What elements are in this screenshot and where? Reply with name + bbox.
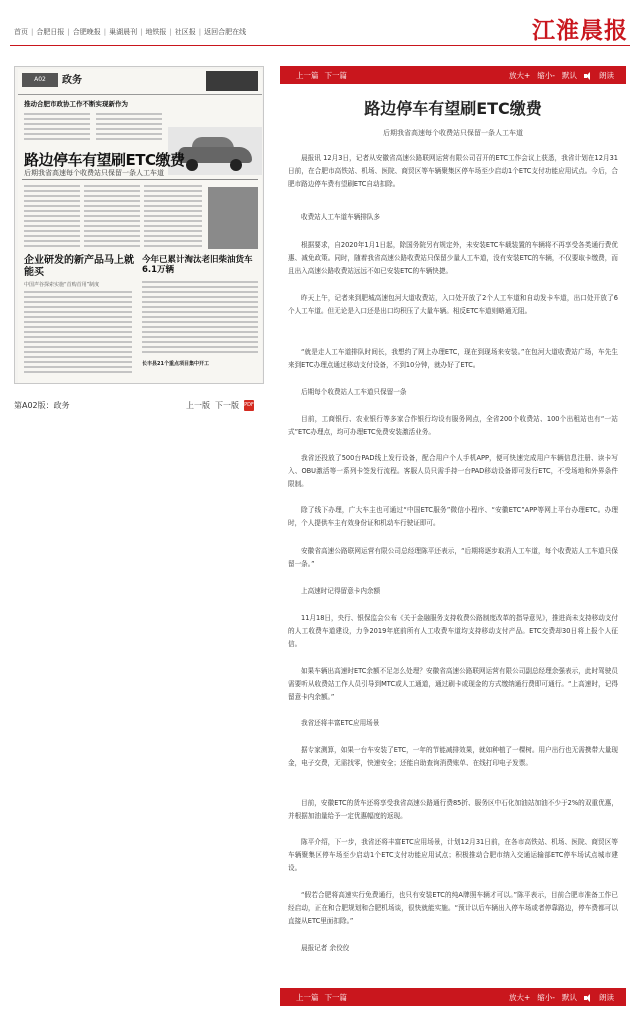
paper-story-headline[interactable]: 今年已累计淘汰老旧柴油货车6.1万辆	[142, 255, 253, 275]
article-subheading: 收费站人工车道车辆排队多	[301, 213, 381, 221]
article-paragraph: 根据要求，自2020年1月1日起，除国务院另有规定外，未安装ETC车载装置的车辆将不再享受各类通行费优惠、减免政策。同时，随着我省高速公路收费站只保留少量人工车道，没有安装ETC的车辆，不仅要取卡缴费，而且出入高速公路收费站远远不如已安装ETC的车辆快捷。	[288, 241, 618, 275]
next-page-link[interactable]: 下一版	[215, 401, 239, 410]
article-paragraph: 除了线下办理，广大车主也可通过“中国ETC服务”微信小程序、“安徽ETC”APP等网上平台办理ETC。办理时，个人提供车主有效身份证和机动车行驶证即可。	[288, 506, 618, 527]
article-toolbar-bottom	[280, 988, 626, 1006]
nav-separator: |	[67, 28, 70, 36]
zoom-out-button[interactable]: 缩小-	[537, 993, 555, 1002]
speaker-icon[interactable]	[584, 72, 592, 80]
article-subheading: 上高速时记得留意卡内余额	[301, 587, 381, 595]
article-paragraph: 如果车辆出高速时ETC余额不足怎么处理？安徽省高速公路联网运营有限公司副总经理余强表示，此时驾驶员需要听从收费站工作人员引导到MTC或人工通道，通过刷卡或现金的方式缴纳通行费即可通行。“上高速时，记得留意卡内余额。”	[288, 667, 618, 701]
nav-back-hefei-online[interactable]: 返回合肥在线	[204, 28, 247, 36]
zoom-in-button[interactable]: 放大+	[508, 993, 531, 1002]
default-size-button[interactable]: 默认	[562, 993, 577, 1002]
read-aloud-button[interactable]: 朗读	[599, 71, 614, 80]
top-bar	[0, 0, 640, 48]
paper-story-headline[interactable]: 企业研发的新产品马上就能买	[24, 255, 134, 278]
nav-home[interactable]: 首页	[14, 28, 28, 36]
default-size-button[interactable]: 默认	[562, 71, 577, 80]
paper-section-name: 政务	[62, 75, 82, 86]
article-subheading: 我省还将丰富ETC应用场景	[301, 719, 380, 727]
article-subtitle: 后期我省高速每个收费站只保留一条人工车道	[383, 129, 523, 137]
prev-page-link[interactable]: 上一版	[186, 401, 210, 410]
page-nav	[186, 400, 254, 411]
article-paragraph: “假若合肥将高速实行免费通行，也只有安装ETC的纯A牌照车辆才可以。”陈平表示，目前合肥市准备工作已经启动，正在和合肥规划和合肥机场谈，很快就能实施。“预计以后车辆出入停车场或者停靠路边，停车费都可以直接从ETC里面扣除。”	[288, 891, 618, 925]
article-paragraph: 安徽省高速公路联网运营有限公司总经理陈平还表示，“后期将逐步取消人工车道，每个收费站人工车道只保留一条。”	[288, 547, 618, 568]
nav-separator: |	[31, 28, 34, 36]
page-caption: 第A02版：政务	[14, 401, 70, 410]
paper-story-subheadline: 中国声谷探索实施“首购首用”制度	[24, 282, 100, 288]
newspaper-page-thumbnail[interactable]	[14, 66, 264, 384]
pdf-icon[interactable]: PDF	[244, 400, 254, 411]
paper-text-column	[24, 185, 80, 250]
article-paragraph: 据专家测算，如果一台车安装了ETC，一年的节能减排效果，就如种植了一棵树。用户出行也无需携带大量现金，电子交费，无需找零，快速安全；还能自助查询消费账单、在线打印电子发票。	[288, 746, 618, 767]
paper-text-column	[24, 291, 132, 376]
header-divider	[10, 45, 630, 46]
nav-hefei-daily[interactable]: 合肥日报	[36, 28, 65, 36]
nav-separator: |	[140, 28, 143, 36]
paper-photo	[208, 187, 258, 249]
article-byline: 晨报记者 余佼佼	[301, 944, 350, 952]
paper-story-headline[interactable]: 长丰县21个重点项目集中开工	[142, 361, 209, 367]
speaker-icon[interactable]	[584, 994, 592, 1002]
zoom-in-button[interactable]: 放大+	[508, 71, 531, 80]
paper-top-headline[interactable]: 推动合肥市政协工作不断实现新作为	[24, 100, 128, 108]
prev-article-link[interactable]: 上一篇	[296, 993, 319, 1002]
article-paragraph: 昨天上午，记者来到肥城高速包河大道收费站，入口处开放了2个人工车道和自动发卡车道，出口处开放了6个人工车道。但无论是入口还是出口均积压了大量车辆。相反ETC车道则略通无阻。	[288, 294, 618, 315]
paper-text-column	[24, 113, 90, 143]
nav-metro-paper[interactable]: 地铁报	[145, 28, 167, 36]
top-nav	[14, 27, 246, 37]
zoom-out-button[interactable]: 缩小-	[537, 71, 555, 80]
site-logo[interactable]: 江淮晨报	[532, 17, 628, 44]
paper-divider	[22, 179, 258, 180]
paper-ad-block	[206, 71, 258, 91]
paper-text-column	[142, 281, 258, 356]
article-subheading: 后期每个收费站人工车道只保留一条	[301, 388, 407, 396]
article-paragraph: 陈平介绍，下一步，我省还将丰富ETC应用场景，计划12月31日前，在各市高铁站、机场、医院、商贸区等车辆聚集区停车场至少启动1个ETC支付功能应用试点；积极推动合肥市纳入交通运输部ETC停车场试点城市建设。	[288, 838, 618, 872]
paper-masthead	[18, 69, 262, 95]
paper-text-column	[144, 185, 202, 250]
article-title: 路边停车有望刷ETC缴费	[364, 99, 542, 118]
nav-separator: |	[198, 28, 202, 36]
paper-text-column	[84, 185, 140, 250]
nav-hefei-evening[interactable]: 合肥晚报	[72, 28, 101, 36]
article-paragraph: “就是走人工车道排队时间长，我想约了网上办理ETC，现在到现场来安装。”在包河大道收费站广场，车先生来到ETC办理点通过移动支付设备，不到10分钟，就办好了ETC。	[288, 348, 618, 369]
next-article-link[interactable]: 下一篇	[324, 993, 347, 1002]
article-toolbar-top	[280, 66, 626, 84]
nav-separator: |	[169, 28, 172, 36]
article-paragraph: 目前，工商银行、农业银行等多家合作银行均设有服务网点，全省200个收费站、100个出租站也有“一站式”ETC办理点，均可办理ETC免费安装激活业务。	[288, 415, 618, 436]
article-paragraph: 目前，安徽ETC的货车还将享受我省高速公路通行费85折、服务区中石化加油站加油不少于2%的双重优惠，并根据加油量给予一定优惠幅度的返现。	[288, 799, 618, 820]
paper-page-badge: A02	[22, 73, 58, 87]
article-paragraph: 我省还投放了500台PAD线上发行设备，配合用户个人手机APP，便可快速完成用户车辆信息注册、读卡写入、OBU激活等一系列卡签发行流程。客服人员只需手持一台PAD移动设备即可发行ETC，不受场地和外界条件限制。	[288, 454, 618, 488]
newspaper-page	[18, 69, 262, 383]
paper-text-column	[96, 113, 162, 143]
article-paragraph: 11月18日，央行、银保监会公布《关于金融服务支持收费公路制度改革的指导意见》，推进尚未支持移动支付的人工收费车道建设，力争2019年底前所有人工收费车道均支持移动支付产品。ETC交费却30日将上报个人征信。	[288, 614, 618, 648]
prev-article-link[interactable]: 上一篇	[296, 71, 319, 80]
paper-main-headline[interactable]: 路边停车有望刷ETC缴费	[24, 151, 185, 169]
article-paragraph: 晨报讯 12月3日，记者从安徽省高速公路联网运营有限公司召开的ETC工作会议上获悉，我省计划在12月31日前，在合肥市高铁站、机场、医院、商贸区等车辆聚集区停车场至少启动1个ETC支付功能应用试点。今后，合肥市路边停车费有望刷ETC自动扣除。	[288, 154, 618, 188]
paper-main-subheadline: 后期我省高速每个收费站只保留一条人工车道	[24, 169, 164, 177]
nav-community-paper[interactable]: 社区报	[174, 28, 196, 36]
nav-chaohu-morning[interactable]: 巢湖晨刊	[109, 28, 138, 36]
read-aloud-button[interactable]: 朗读	[599, 993, 614, 1002]
nav-separator: |	[103, 28, 107, 36]
next-article-link[interactable]: 下一篇	[324, 71, 347, 80]
